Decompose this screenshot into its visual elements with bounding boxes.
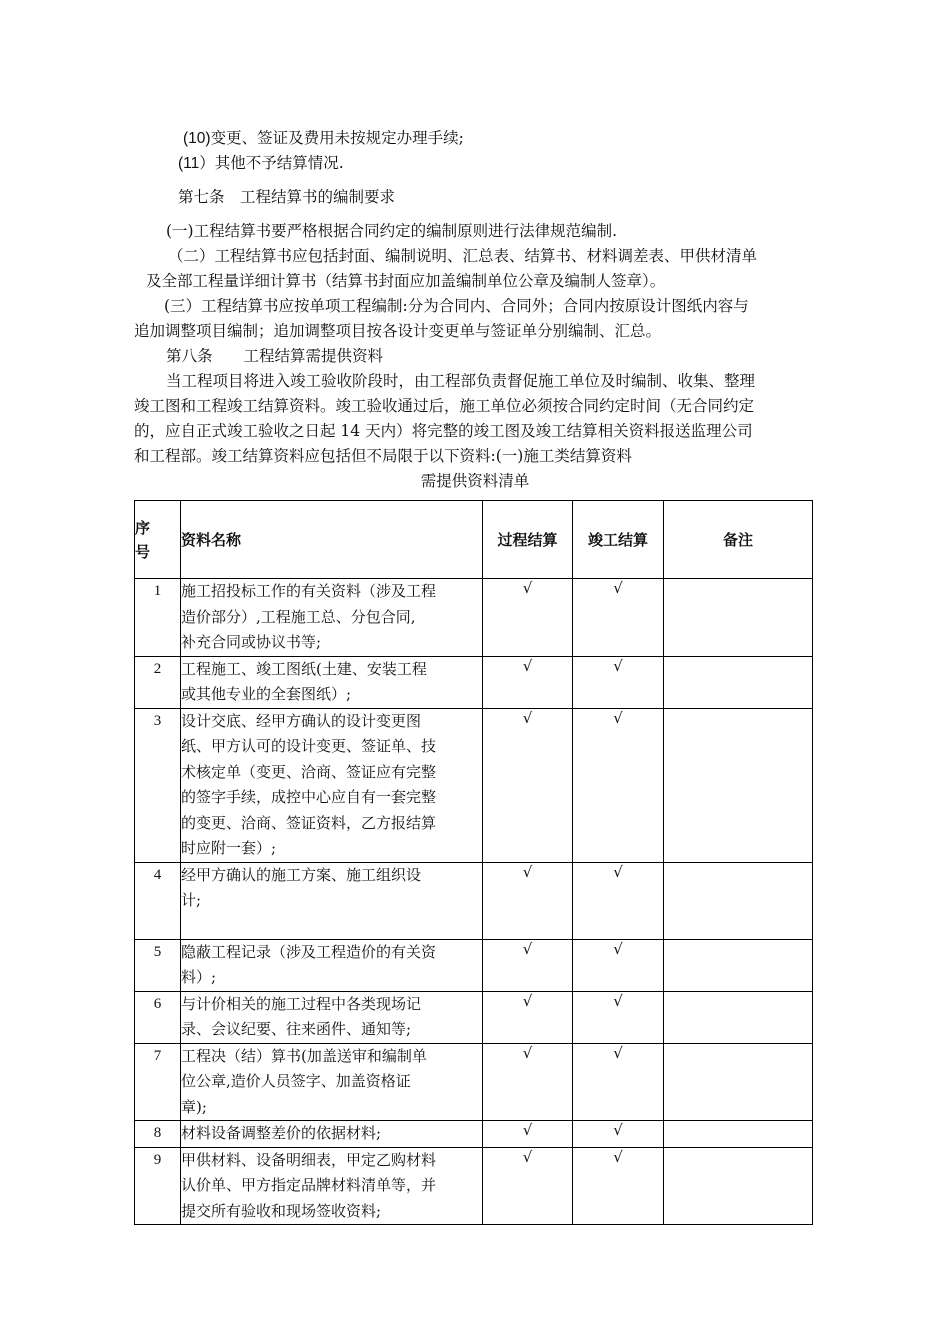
table-row [135, 862, 813, 939]
row-name-line: 经甲方确认的施工方案、施工组织设 [181, 865, 422, 884]
article-8-title: 第八条 工程结算需提供资料 [166, 347, 384, 365]
table-row [135, 991, 813, 1043]
table-row [135, 708, 813, 862]
row-note [664, 1121, 813, 1148]
row-name [181, 579, 483, 657]
article-8-paragraph-line-2: 竣工图和工程竣工结算资料。竣工验收通过后，施工单位必须按合同约定时间（无合同约定 [134, 397, 755, 415]
row-note [664, 708, 813, 862]
row-final-check: √ [573, 1147, 664, 1225]
row-note [664, 1147, 813, 1225]
row-name-line: 计; [181, 891, 202, 909]
row-process-check: √ [483, 1121, 573, 1148]
item-11-text: 其他不予结算情况. [214, 154, 344, 172]
row-name-line: 材料设备调整差价的依据材料; [181, 1124, 382, 1142]
row-name-line: 甲供材料、设备明细表，甲定乙购材料 [181, 1150, 437, 1169]
header-seq-line-1: 序 [135, 518, 151, 537]
row-final-check: √ [573, 1043, 664, 1121]
row-process-check: √ [483, 1043, 573, 1121]
row-name [181, 1043, 483, 1121]
row-seq: 8 [135, 1121, 181, 1148]
row-name-line: 施工招投标工作的有关资料（涉及工程 [181, 582, 437, 600]
article-8-paragraph-line-1: 当工程项目将进入竣工验收阶段时，由工程部负责督促施工单位及时编制、收集、整理 [166, 372, 756, 390]
article-8-paragraph-line-4: 和工程部。竣工结算资料应包括但不局限于以下资料:(一)施工类结算资料 [134, 447, 632, 465]
row-name-line: 设计交底、经甲方确认的设计变更图 [181, 711, 422, 730]
row-note [664, 991, 813, 1043]
materials-table [134, 500, 813, 1225]
row-name [181, 1121, 483, 1148]
row-name-line: 隐蔽工程记录（涉及工程造价的有关资 [181, 942, 437, 961]
table-row [135, 1043, 813, 1121]
row-seq: 2 [135, 656, 181, 708]
header-seq [135, 501, 181, 579]
row-note [664, 656, 813, 708]
row-note [664, 862, 813, 939]
table-row [135, 1147, 813, 1225]
header-final-settlement: 竣工结算 [573, 501, 664, 579]
table-row [135, 579, 813, 657]
row-final-check: √ [573, 579, 664, 657]
row-process-check: √ [483, 862, 573, 939]
row-name-line: 位公章,造价人员签字、加盖资格证 [181, 1072, 411, 1090]
row-name-line: 造价部分）,工程施工总、分包合同, [181, 607, 416, 626]
row-process-check: √ [483, 656, 573, 708]
row-name-line: 或其他专业的全套图纸）; [181, 685, 352, 703]
item-10-text: 变更、签证及费用未按规定办理手续; [210, 129, 464, 147]
header-name: 资料名称 [181, 501, 483, 579]
row-final-check: √ [573, 991, 664, 1043]
table-row [135, 939, 813, 991]
row-name-line: 章); [181, 1097, 207, 1116]
item-10-number: (10) [183, 130, 211, 147]
row-final-check: √ [573, 708, 664, 862]
table-row [135, 1121, 813, 1148]
article-7-title: 第七条 工程结算书的编制要求 [178, 188, 396, 206]
table-header-row [135, 501, 813, 579]
row-name-line: 与计价相关的施工过程中各类现场记 [181, 994, 422, 1013]
row-seq: 5 [135, 939, 181, 991]
header-seq-line-2: 号 [135, 542, 151, 561]
row-name [181, 1147, 483, 1225]
row-name-line: 工程决（结）算书(加盖送审和编制单 [181, 1046, 427, 1065]
row-name-line: 认价单、甲方指定品牌材料清单等，并 [181, 1176, 437, 1194]
row-name-line: 料）; [181, 968, 217, 986]
row-name-line: 工程施工、竣工图纸(土建、安装工程 [181, 659, 427, 678]
row-final-check: √ [573, 862, 664, 939]
row-seq: 7 [135, 1043, 181, 1121]
row-final-check: √ [573, 1121, 664, 1148]
row-name-line: 术核定单（变更、洽商、签证应有完整 [181, 762, 437, 781]
article-7-paragraph-2-line-1: （二）工程结算书应包括封面、编制说明、汇总表、结算书、材料调差表、甲供材清单 [168, 247, 758, 265]
table-caption: 需提供资料清单 [420, 472, 530, 490]
row-process-check: √ [483, 579, 573, 657]
row-note [664, 579, 813, 657]
row-process-check: √ [483, 991, 573, 1043]
header-process-settlement: 过程结算 [483, 501, 573, 579]
row-seq: 3 [135, 708, 181, 862]
row-seq: 4 [135, 862, 181, 939]
row-name-line: 的签字手续，成控中心应自有一套完整 [181, 788, 437, 806]
row-name-line: 时应附一套）; [181, 839, 277, 857]
row-name-line: 纸、甲方认可的设计变更、签证单、技 [181, 737, 437, 755]
row-name-line: 的变更、洽商、签证资料，乙方报结算 [181, 813, 437, 832]
header-note: 备注 [664, 501, 813, 579]
table-row [135, 656, 813, 708]
item-11-number: (11） [178, 155, 215, 172]
article-7-paragraph-3-line-1: (三）工程结算书应按单项工程编制:分为合同内、合同外；合同内按原设计图纸内容与 [164, 297, 749, 315]
row-name-line: 补充合同或协议书等; [181, 633, 322, 651]
row-name-line: 提交所有验收和现场签收资料; [181, 1201, 382, 1220]
row-name [181, 862, 483, 939]
table-body [135, 579, 813, 1225]
row-name [181, 708, 483, 862]
article-7-paragraph-1: (一)工程结算书要严格根据合同约定的编制原则进行法律规范编制. [166, 222, 618, 240]
row-note [664, 1043, 813, 1121]
row-note [664, 939, 813, 991]
row-seq: 9 [135, 1147, 181, 1225]
row-process-check: √ [483, 939, 573, 991]
row-seq: 1 [135, 579, 181, 657]
item-11 [178, 153, 344, 174]
row-name [181, 656, 483, 708]
row-name [181, 939, 483, 991]
item-10 [183, 128, 464, 149]
article-8-paragraph-line-3: 的，应自正式竣工验收之日起 14 天内）将完整的竣工图及竣工结算相关资料报送监理公司 [134, 422, 753, 440]
row-seq: 6 [135, 991, 181, 1043]
article-7-paragraph-3-line-2: 追加调整项目编制；追加调整项目按各设计变更单与签证单分别编制、汇总。 [134, 322, 662, 340]
row-process-check: √ [483, 1147, 573, 1225]
row-final-check: √ [573, 939, 664, 991]
row-process-check: √ [483, 708, 573, 862]
row-name-line: 录、会议纪要、往来函件、通知等; [181, 1020, 412, 1038]
row-final-check: √ [573, 656, 664, 708]
row-name [181, 991, 483, 1043]
article-7-paragraph-2-line-2: 及全部工程量详细计算书（结算书封面应加盖编制单位公章及编制人签章）。 [146, 272, 666, 290]
